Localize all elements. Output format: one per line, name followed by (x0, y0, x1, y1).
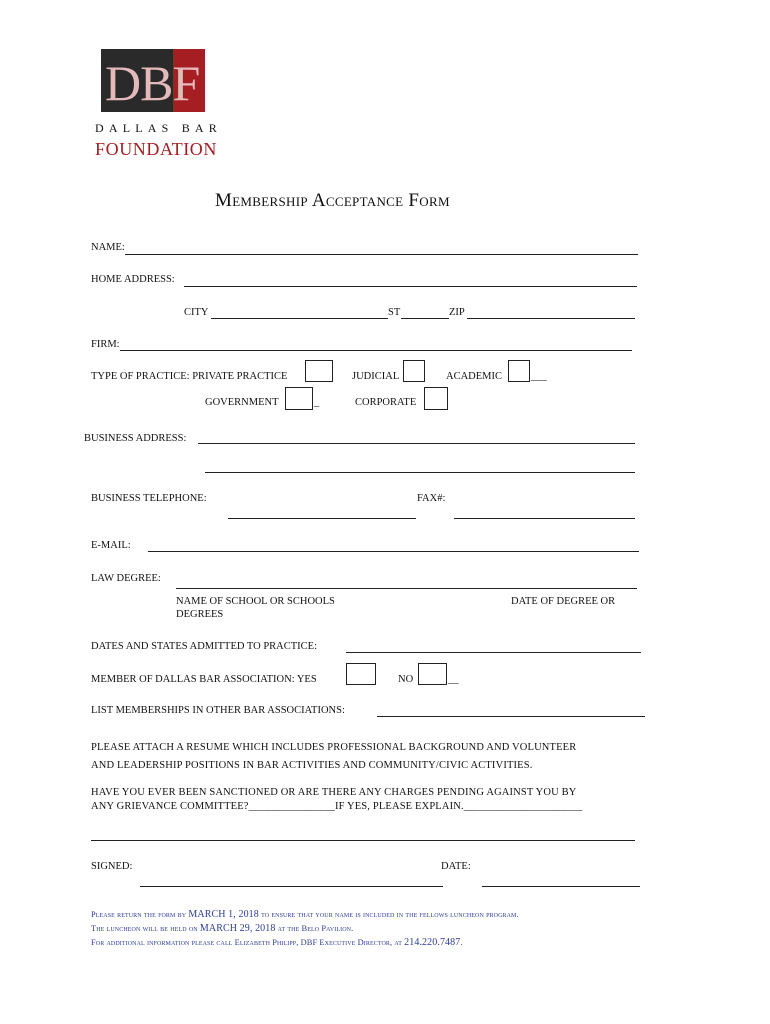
notice-text: . (460, 938, 463, 947)
business-address-field-2[interactable] (205, 472, 635, 473)
business-telephone-label: BUSINESS TELEPHONE: (91, 493, 207, 504)
zip-field[interactable] (467, 318, 635, 319)
notice-line-1 (91, 909, 519, 920)
notice-text: at the Belo Pavilion. (275, 924, 354, 933)
private-practice-checkbox[interactable] (305, 360, 333, 382)
city-label: CITY (184, 307, 209, 318)
dba-yes-checkbox[interactable] (346, 663, 376, 685)
government-checkbox[interactable] (285, 387, 313, 410)
zip-label: ZIP (449, 307, 465, 318)
st-label: ST (388, 307, 401, 318)
judicial-label: JUDICIAL (352, 371, 400, 382)
dbf-logo-mark (101, 49, 205, 112)
notice-text: to ensure that your name is included in the fellows luncheon program. (258, 910, 519, 919)
firm-label: FIRM: (91, 339, 120, 350)
logo-text-dallas-bar: DALLAS BAR (95, 121, 223, 135)
law-degree-field[interactable] (176, 588, 637, 589)
contact-phone: 214.220.7487 (404, 937, 461, 948)
date-field[interactable] (482, 886, 640, 887)
admitted-field[interactable] (346, 652, 641, 653)
resume-instruction-line-2: AND LEADERSHIP POSITIONS IN BAR ACTIVITIES AND COMMUNITY/CIVIC ACTIVITIES. (91, 760, 533, 771)
form-title: Membership Acceptance Form (215, 190, 450, 211)
sanction-question-line-2: ANY GRIEVANCE COMMITTEE?________________IF YES, PLEASE EXPLAIN.______________________ (91, 801, 583, 812)
dba-no-underscore: __ (448, 674, 459, 685)
date-label: DATE: (441, 861, 471, 872)
notice-text: Please return the form by (91, 910, 189, 919)
other-memberships-field[interactable] (377, 716, 645, 717)
practice-label: TYPE OF PRACTICE: PRIVATE PRACTICE (91, 371, 288, 382)
government-underscore: _ (314, 397, 320, 408)
st-field[interactable] (401, 318, 449, 319)
law-degree-label: LAW DEGREE: (91, 573, 161, 584)
notice-text: The luncheon will be held on (91, 924, 200, 933)
business-address-label: BUSINESS ADDRESS: (84, 433, 187, 444)
city-field[interactable] (211, 318, 388, 319)
logo-letters: DBF (105, 55, 200, 111)
date-of-degree-caption: DATE OF DEGREE OR (511, 596, 616, 607)
fax-label: FAX#: (417, 493, 446, 504)
explanation-field[interactable] (91, 840, 635, 841)
notice-line-2 (91, 923, 353, 934)
degrees-caption: DEGREES (176, 609, 224, 620)
home-address-label: HOME ADDRESS: (91, 274, 175, 285)
notice-text: For additional information please call Elizabeth Philipp, DBF Executive Director, at (91, 938, 405, 947)
name-label: NAME: (91, 242, 125, 253)
business-telephone-field[interactable] (228, 518, 416, 519)
academic-checkbox[interactable] (508, 360, 530, 382)
dba-member-label: MEMBER OF DALLAS BAR ASSOCIATION: YES (91, 674, 317, 685)
government-label: GOVERNMENT (205, 397, 279, 408)
firm-field[interactable] (120, 350, 632, 351)
academic-label: ACADEMIC (446, 371, 503, 382)
email-field[interactable] (148, 551, 639, 552)
other-memberships-label: LIST MEMBERSHIPS IN OTHER BAR ASSOCIATIONS: (91, 705, 345, 716)
return-deadline: MARCH 1, 2018 (188, 909, 259, 920)
academic-underscore: ___ (531, 371, 547, 382)
resume-instruction-line-1: PLEASE ATTACH A RESUME WHICH INCLUDES PROFESSIONAL BACKGROUND AND VOLUNTEER (91, 742, 577, 753)
sanction-question-line-1: HAVE YOU EVER BEEN SANCTIONED OR ARE THERE ANY CHARGES PENDING AGAINST YOU BY (91, 787, 577, 798)
admitted-label: DATES AND STATES ADMITTED TO PRACTICE: (91, 641, 317, 652)
fax-field[interactable] (454, 518, 635, 519)
business-address-field-1[interactable] (198, 443, 635, 444)
notice-line-3 (91, 937, 463, 948)
signed-label: SIGNED: (91, 861, 133, 872)
school-caption: NAME OF SCHOOL OR SCHOOLS (176, 596, 335, 607)
corporate-checkbox[interactable] (424, 387, 448, 410)
corporate-label: CORPORATE (355, 397, 417, 408)
dba-no-checkbox[interactable] (418, 663, 447, 685)
logo-text-foundation: FOUNDATION (95, 139, 217, 159)
dba-no-label: NO (398, 674, 414, 685)
judicial-checkbox[interactable] (403, 360, 425, 382)
home-address-field[interactable] (184, 286, 637, 287)
luncheon-date: MARCH 29, 2018 (199, 923, 276, 934)
signature-field[interactable] (140, 886, 443, 887)
email-label: E-MAIL: (91, 540, 131, 551)
name-field[interactable] (125, 254, 638, 255)
